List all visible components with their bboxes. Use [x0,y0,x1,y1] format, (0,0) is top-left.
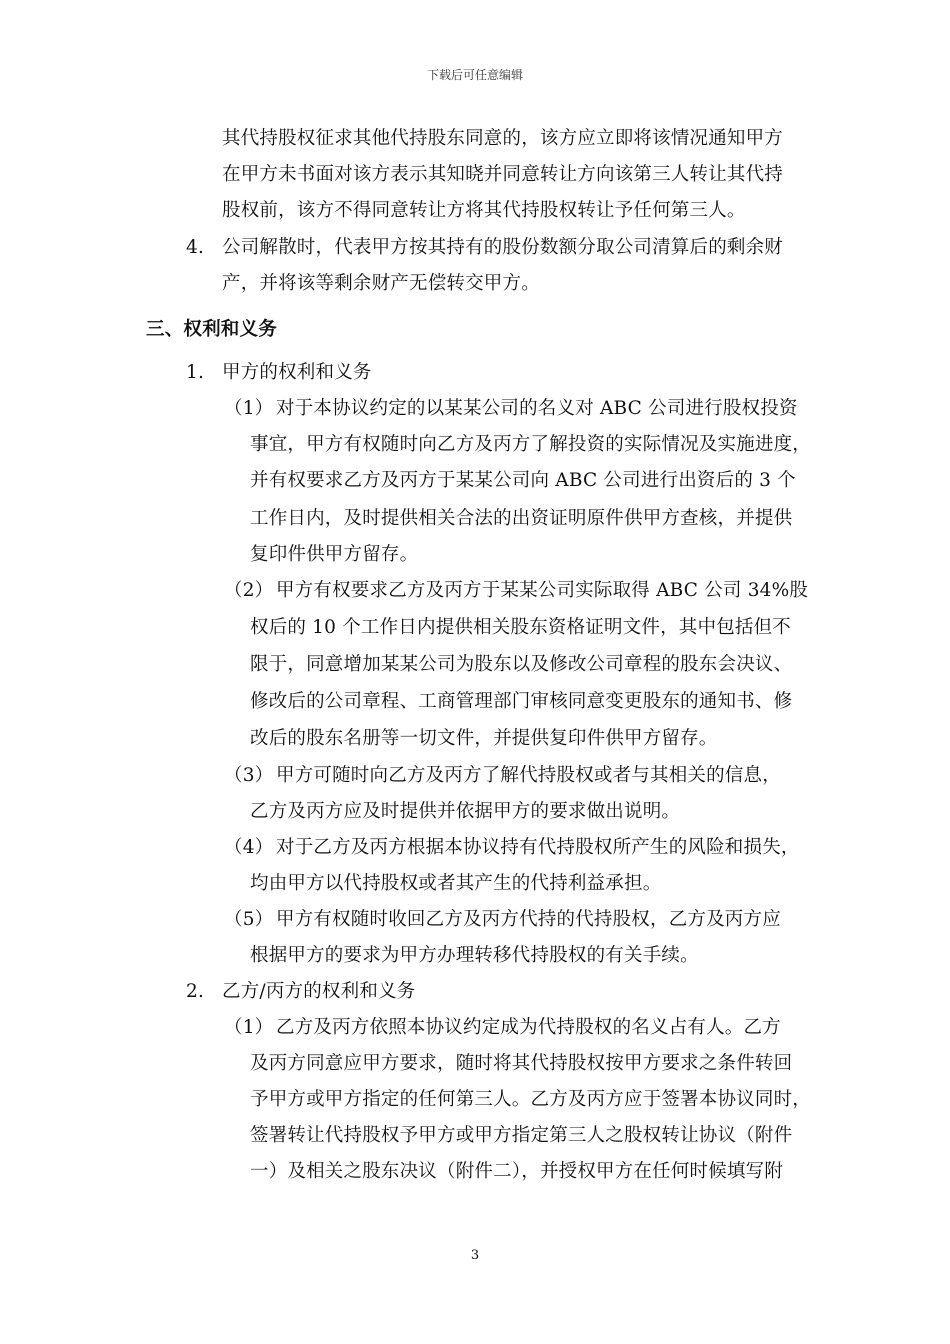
body-line: 对于乙方及丙方根据本协议持有代持股权所产生的风险和损失， [276,837,800,858]
clause-number: （1） [224,398,274,419]
body-line: 签署转让代持股权予甲方或甲方指定第三人之股权转让协议（附件 [250,1125,793,1146]
clause-number: （2） [224,580,274,601]
body-line: 甲方可随时向乙方及丙方了解代持股权或者与其相关的信息， [276,765,781,786]
item-number: 4. [186,237,205,258]
body-line: 改后的股东名册等一切文件，并提供复印件供甲方留存。 [250,728,718,749]
clause-number: （5） [224,909,274,930]
item-number: 1. [186,362,205,383]
page-header: 下载后可任意编辑 [426,68,523,82]
body-line: 权后的 10 个工作日内提供相关股东资格证明文件，其中包括但不 [250,617,792,638]
page-number: 3 [470,1248,480,1263]
body-line: 限于，同意增加某某公司为股东以及修改公司章程的股东会决议、 [250,654,793,675]
clause-number: （3） [224,765,274,786]
body-line: 均由甲方以代持股权或者其产生的代持利益承担。 [250,873,662,894]
body-line: 并有权要求乙方及丙方于某某公司向 ABC 公司进行出资后的 3 个 [250,470,796,491]
body-line: 及丙方同意应甲方要求，随时将其代持股权按甲方要求之条件转回 [250,1053,793,1074]
body-line: 予甲方或甲方指定的任何第三人。乙方及丙方应于签署本协议同时， [250,1089,812,1110]
body-line: 产，并将该等剩余财产无偿转交甲方。 [222,273,540,294]
body-line: 事宜，甲方有权随时向乙方及丙方了解投资的实际情况及实施进度， [250,434,812,455]
body-line: 乙方及丙方依照本协议约定成为代持股权的名义占有人。乙方 [276,1017,781,1038]
item-number: 2. [186,981,205,1002]
clause-number: （1） [224,1017,274,1038]
clause-number: （4） [224,837,274,858]
body-line: 甲方有权要求乙方及丙方于某某公司实际取得 ABC 公司 34%股 [276,580,809,601]
body-line: 对于本协议约定的以某某公司的名义对 ABC 公司进行股权投资 [276,398,798,419]
body-line: 公司解散时，代表甲方按其持有的股份数额分取公司清算后的剩余财 [222,237,784,258]
section-heading: 三、权利和义务 [146,319,277,340]
body-line: 工作日内，及时提供相关合法的出资证明原件供甲方查核，并提供 [250,508,793,529]
body-line: 甲方有权随时收回乙方及丙方代持的代持股权，乙方及丙方应 [276,909,781,930]
subsection-title: 甲方的权利和义务 [222,362,372,383]
body-line: 根据甲方的要求为甲方办理转移代持股权的有关手续。 [250,945,699,966]
subsection-title: 乙方/丙方的权利和义务 [222,981,416,1002]
body-line: 股权前，该方不得同意转让方将其代持股权转让予任何第三人。 [222,200,746,221]
body-line: 修改后的公司章程、工商管理部门审核同意变更股东的通知书、修 [250,691,793,712]
body-line: 乙方及丙方应及时提供并依据甲方的要求做出说明。 [250,801,681,822]
body-line: 其代持股权征求其他代持股东同意的，该方应立即将该情况通知甲方 [222,128,784,149]
body-line: 一）及相关之股东决议（附件二），并授权甲方在任何时候填写附 [250,1161,784,1182]
body-line: 在甲方未书面对该方表示其知晓并同意转让方向该第三人转让其代持 [222,164,784,185]
body-line: 复印件供甲方留存。 [250,544,419,565]
